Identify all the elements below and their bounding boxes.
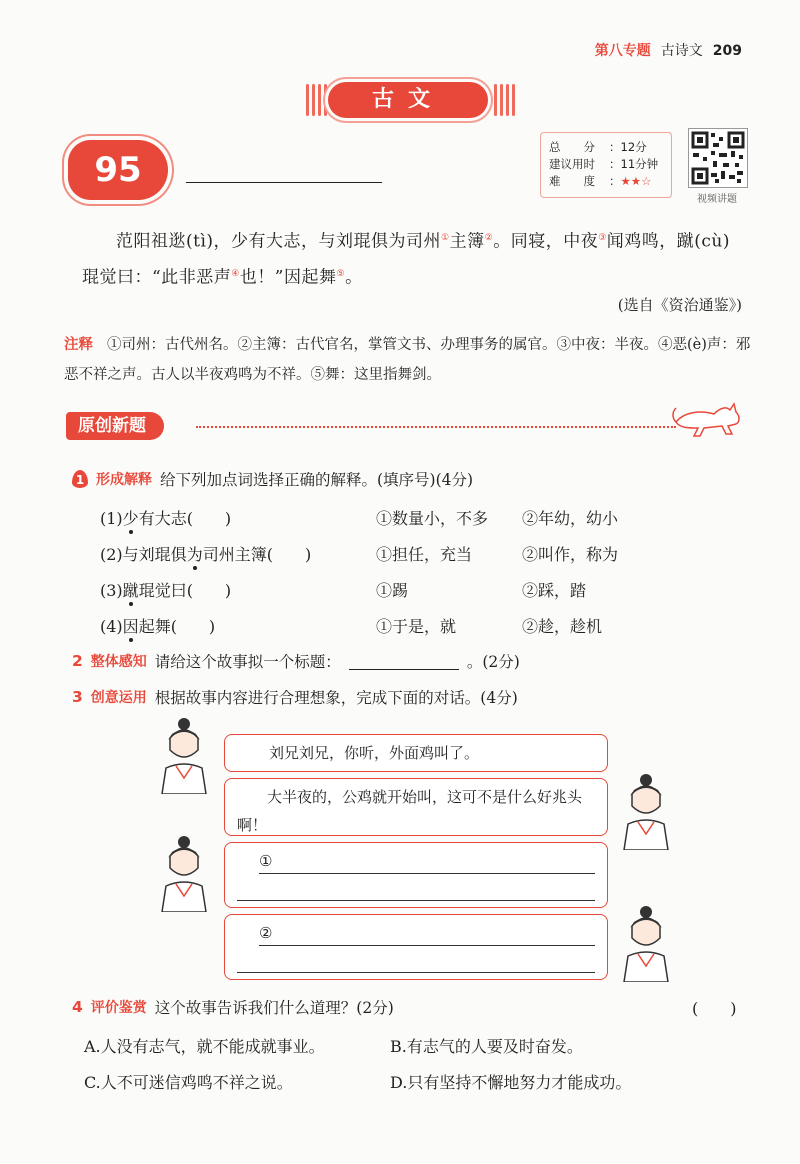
- q1-item-text[interactable]: 有大志( ): [138, 509, 232, 528]
- scholar-right-2-icon: [614, 904, 678, 982]
- passage-part-2: 主簿: [449, 231, 485, 252]
- q1-item-text: 与刘琨俱: [122, 545, 187, 564]
- q4-choice-b[interactable]: B.有志气的人要及时奋发。: [390, 1037, 583, 1056]
- bubble-4-marker: ②: [259, 924, 273, 942]
- question-3: [72, 686, 518, 708]
- q1-item-text[interactable]: 琨觉曰( ): [138, 581, 232, 600]
- q1-tag: 形成解释: [96, 472, 152, 488]
- q1-item-label: (2): [100, 545, 123, 564]
- q4-choice-d[interactable]: D.只有坚持不懈地努力才能成功。: [390, 1073, 632, 1092]
- answer-line-1b[interactable]: [237, 874, 595, 901]
- question-2: [72, 650, 520, 672]
- flame-icon: [72, 470, 88, 488]
- q1-item-label: (1): [100, 509, 123, 528]
- footnote-marker-1: ①: [441, 233, 450, 243]
- footnote-marker-3: ③: [598, 233, 607, 243]
- qr-label: 视频讲题: [697, 194, 737, 205]
- q1-option-3b: ②踩，踏: [522, 581, 587, 600]
- q4-tag: 评价鉴赏: [90, 1000, 147, 1016]
- page-title: 古文: [328, 82, 488, 118]
- topic-name: 古诗文: [660, 43, 703, 59]
- q1-item-label: (3): [100, 581, 123, 600]
- q1-option-4b: ②趁，趁机: [522, 617, 603, 636]
- passage-part-5: 也！”因起舞: [239, 267, 337, 288]
- passage-part-3: 。同寝，中夜: [493, 231, 599, 252]
- scholar-left-2-icon: [152, 834, 216, 912]
- q2-number: 2: [72, 652, 83, 670]
- q4-answer-paren[interactable]: ( ): [692, 999, 737, 1018]
- cat-icon: [670, 398, 744, 442]
- footnote-marker-5: ⑤: [336, 268, 346, 279]
- answer-line-2b[interactable]: [237, 946, 595, 973]
- page-number: 209: [712, 43, 742, 59]
- footnote-marker-2: ②: [484, 233, 494, 243]
- passage-part-6: 。: [345, 267, 363, 288]
- q1-item-label: (4): [100, 617, 123, 636]
- q2-tag: 整体感知: [90, 654, 147, 670]
- total-value: 12分: [620, 140, 647, 154]
- answer-line-1a[interactable]: [259, 847, 595, 874]
- time-label: 建议用时: [549, 157, 595, 171]
- q1-item-3: [100, 578, 231, 601]
- passage-part-1: 范阳祖逖(tì)，少有大志，与刘琨俱为司州: [116, 231, 442, 252]
- qr-code-icon[interactable]: [688, 128, 748, 188]
- q1-item-text[interactable]: 司州主簿( ): [202, 545, 312, 564]
- q2-suffix: 。(2分): [466, 653, 520, 671]
- scholar-right-1-icon: [614, 772, 678, 850]
- dotted-character: 少: [122, 509, 139, 528]
- note-label: 注释: [64, 337, 93, 353]
- passage-part-4: 闻鸡鸣，蹴(cù)琨觉曰：“此非恶声: [82, 231, 731, 288]
- q4-prompt: 这个故事告诉我们什么道理？(2分): [154, 999, 394, 1017]
- q3-tag: 创意运用: [90, 690, 147, 706]
- q1-option-2b: ②叫作，称为: [522, 545, 619, 564]
- q1-item-2: [100, 542, 311, 565]
- classical-passage: [82, 222, 742, 293]
- dialogue-bubble-1: [224, 734, 608, 772]
- difficulty-stars: ★★☆: [620, 174, 652, 188]
- dotted-character: 因: [122, 617, 139, 636]
- exercise-number: 95: [68, 140, 168, 200]
- footnote-marker-4: ④: [231, 268, 240, 279]
- question-1-header: [72, 468, 473, 490]
- section-name: 第八专题: [594, 43, 651, 59]
- note-text: ①司州：古代州名。②主簿：古代官名，掌管文书、办理事务的属官。③中夜：半夜。④恶(è)声：邪恶不祥之声。古人以半夜鸡鸣为不祥。⑤舞：这里指舞剑。: [64, 337, 751, 383]
- title-blank-line: [186, 180, 382, 183]
- dotted-divider: [196, 426, 676, 430]
- title-stripes-left: [306, 84, 328, 116]
- scholar-left-1-icon: [152, 716, 216, 794]
- q4-number: 4: [72, 998, 83, 1016]
- bubble-2-text: 大半夜的，公鸡就开始叫，这可不是什么好兆头啊！: [237, 788, 583, 834]
- q3-prompt: 根据故事内容进行合理想象，完成下面的对话。(4分): [154, 689, 518, 707]
- difficulty-label: 难 度: [549, 174, 595, 188]
- q1-option-1a: ①数量小，不多: [376, 509, 489, 528]
- q1-prompt: 给下列加点词选择正确的解释。(填序号)(4分): [160, 471, 474, 489]
- question-4: [72, 996, 394, 1018]
- q1-item-1: [100, 506, 231, 529]
- title-stripes-right: [494, 84, 516, 116]
- q1-option-1b: ②年幼，幼小: [522, 509, 619, 528]
- q1-item-4: [100, 614, 215, 637]
- page-header: [595, 40, 742, 60]
- q1-option-3a: ①踢: [376, 581, 409, 600]
- time-value: 11分钟: [620, 157, 659, 171]
- section-banner: 原创新题: [66, 412, 164, 440]
- q4-choice-a[interactable]: A.人没有志气，就不能成就事业。: [84, 1037, 325, 1056]
- dialogue-bubble-4: [224, 914, 608, 980]
- dotted-character: 为: [186, 545, 203, 564]
- q3-number: 3: [72, 688, 83, 706]
- dialogue-bubble-3: [224, 842, 608, 908]
- q1-item-text[interactable]: 起舞( ): [138, 617, 216, 636]
- q2-prompt: 请给这个故事拟一个标题：: [154, 653, 341, 671]
- dialogue-bubble-2: [224, 778, 608, 836]
- bubble-3-marker: ①: [259, 852, 273, 870]
- info-box: 总 分 ：12分 建议用时 ：11分钟 难 度 ：★★☆: [540, 132, 672, 198]
- answer-line-2a[interactable]: [259, 919, 595, 946]
- total-label: 总 分: [549, 140, 595, 154]
- passage-source: (选自《资治通鉴》): [617, 296, 742, 314]
- q1-number: 1: [75, 473, 85, 487]
- q4-choice-c[interactable]: C.人不可迷信鸡鸣不祥之说。: [84, 1073, 293, 1092]
- q2-answer-blank[interactable]: [349, 653, 459, 670]
- dotted-character: 蹴: [122, 581, 139, 600]
- q1-option-2a: ①担任，充当: [376, 545, 473, 564]
- bubble-1-text: 刘兄刘兄，你听，外面鸡叫了。: [269, 744, 480, 762]
- annotation-notes: [64, 330, 754, 390]
- q1-option-4a: ①于是，就: [376, 617, 457, 636]
